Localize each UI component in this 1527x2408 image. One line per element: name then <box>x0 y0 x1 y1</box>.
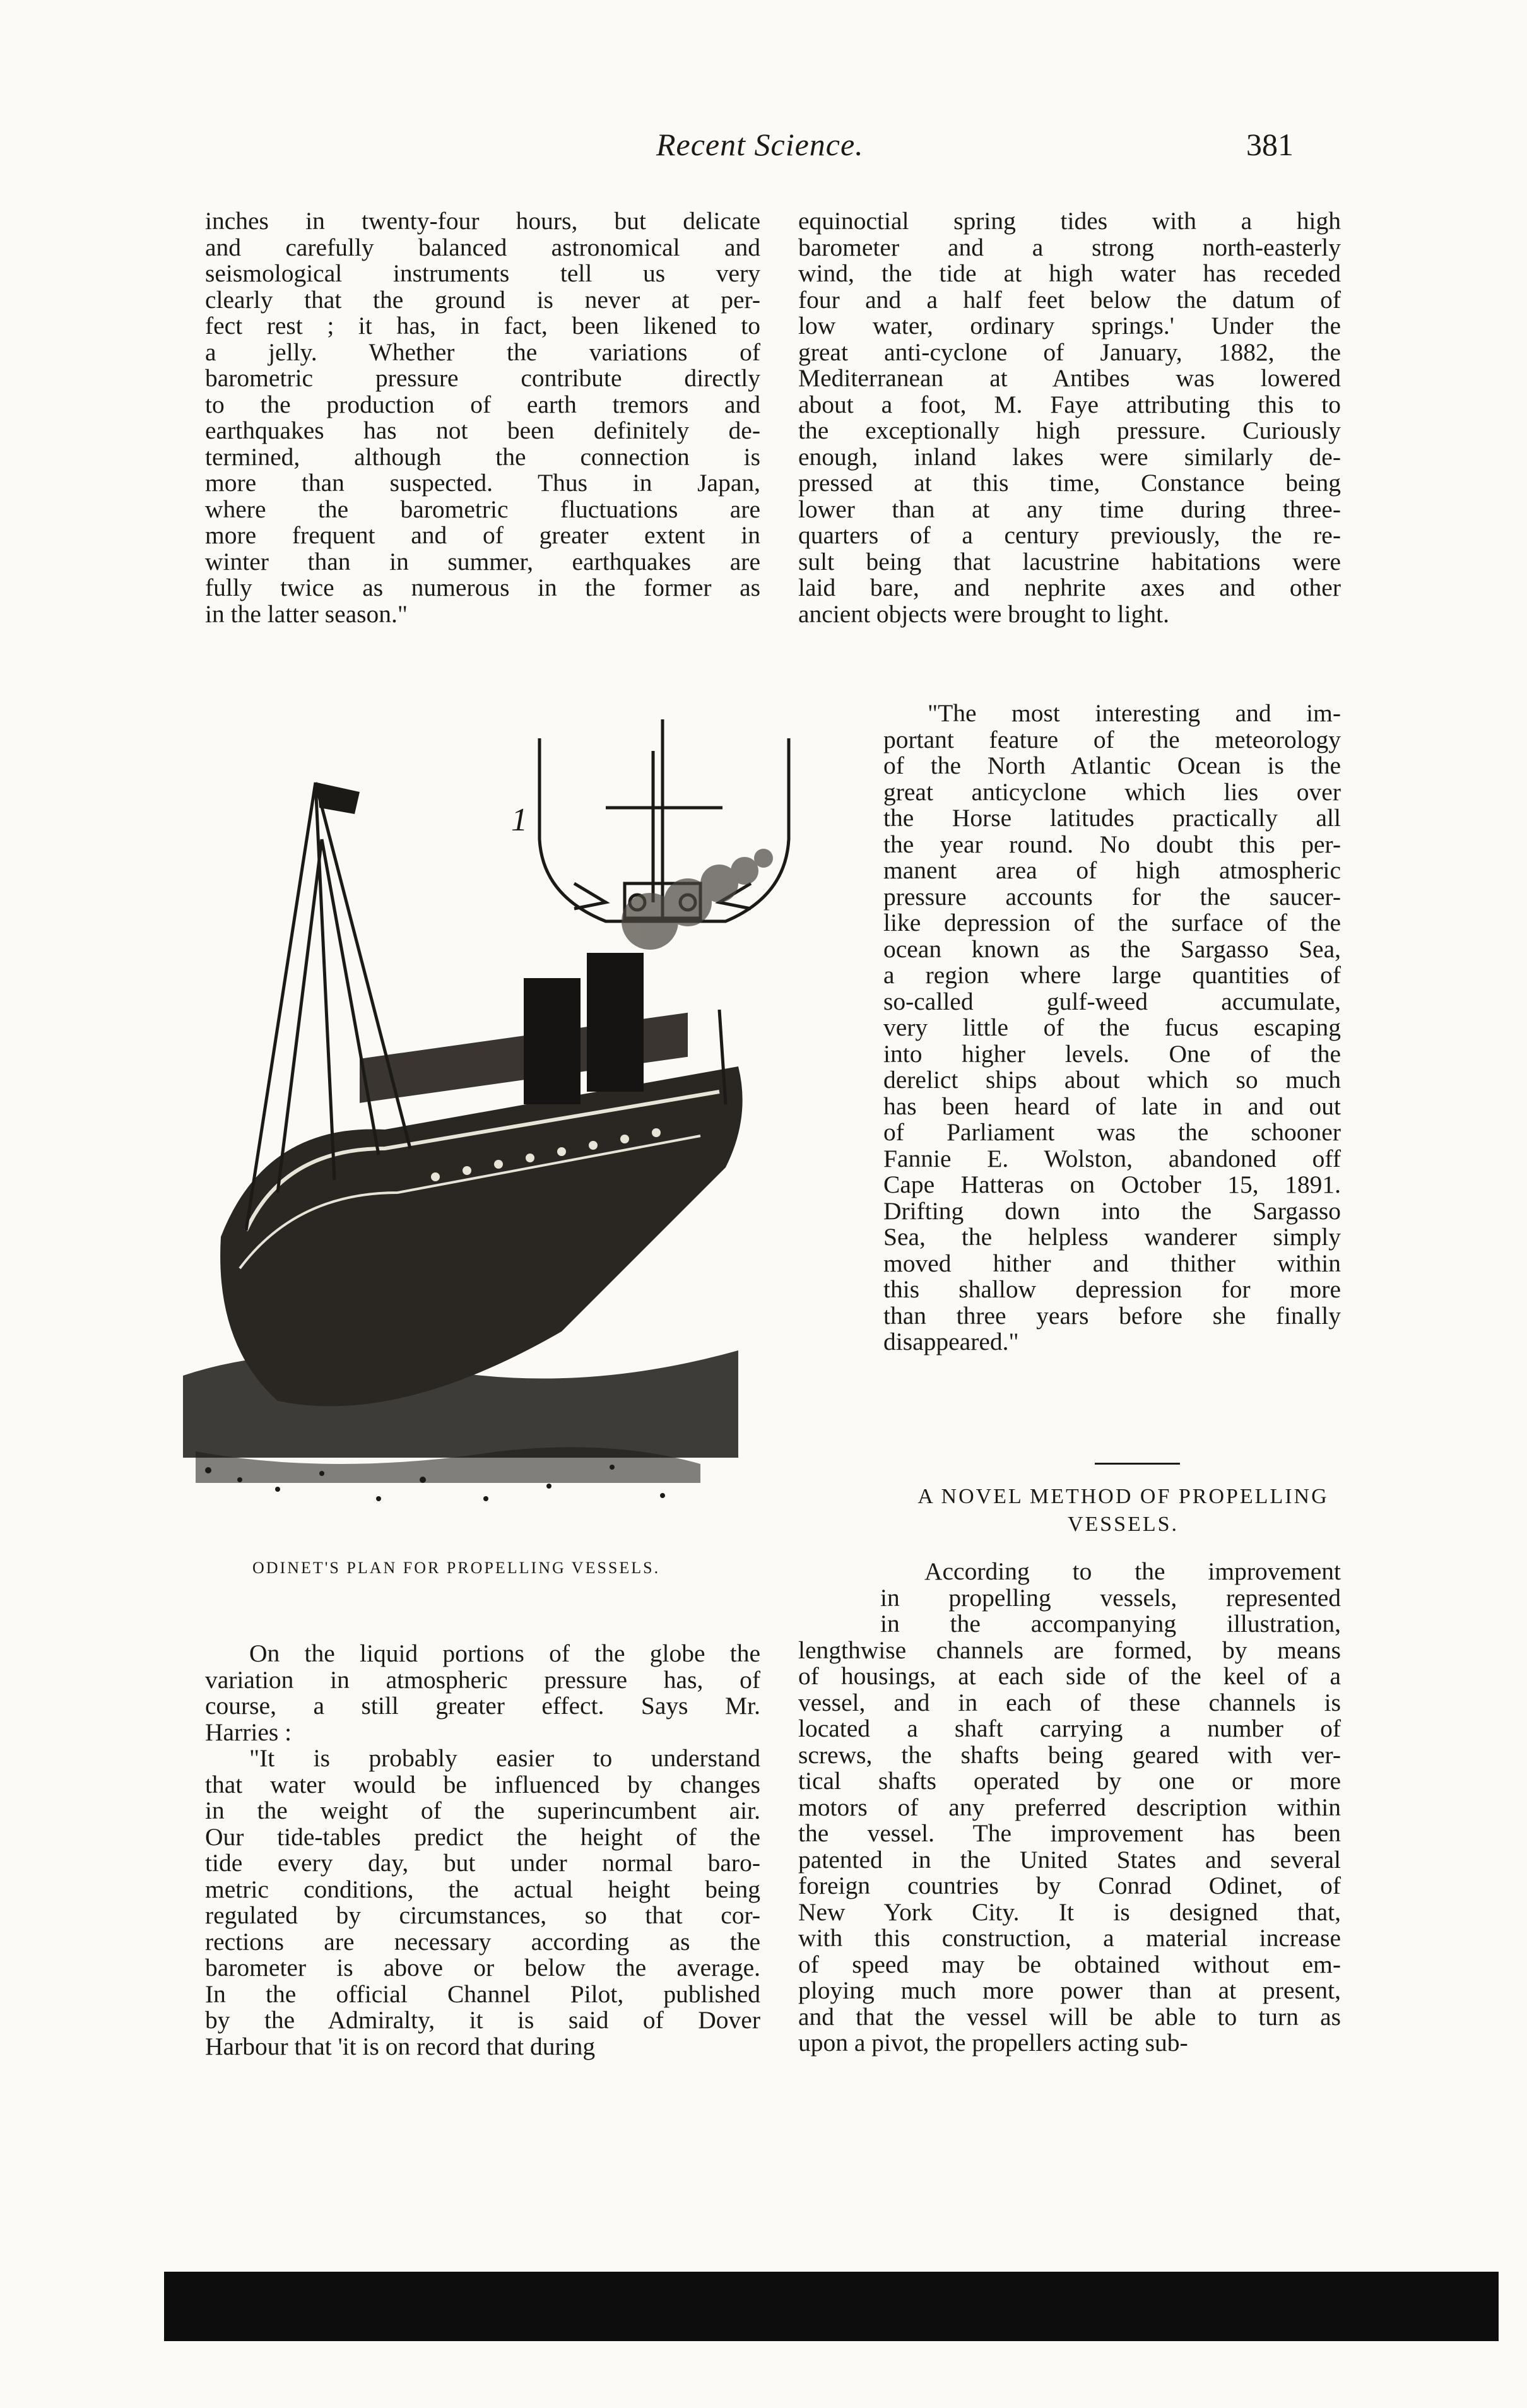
page-number: 381 <box>1246 127 1294 162</box>
right-mid-line: Fannie E. Wolston, abandoned off <box>883 1144 1341 1172</box>
right-mid-line: than three years before she finally <box>883 1301 1341 1330</box>
left-bottom-line: "It is probably easier to understand <box>249 1744 760 1772</box>
right-mid-line: of the North Atlantic Ocean is the <box>883 752 1341 779</box>
right-column-top <box>798 208 1341 627</box>
right-top-line: laid bare, and nephrite axes and other <box>798 574 1341 601</box>
right-bottom-line: of speed may be obtained without em- <box>798 1950 1341 1978</box>
right-bottom-line: screws, the shafts being geared with ver- <box>798 1740 1341 1769</box>
right-top-line: great anti-cyclone of January, 1882, the <box>798 338 1341 366</box>
left-bottom-line: On the liquid portions of the globe the <box>249 1639 760 1667</box>
section-heading <box>871 1483 1376 1538</box>
left-top-line: seismological instruments tell us very <box>205 259 760 287</box>
right-top-line: quarters of a century previously, the re- <box>798 521 1341 549</box>
left-bottom-line: regulated by circumstances, so that cor- <box>205 1901 760 1929</box>
right-bottom-line: upon a pivot, the propellers acting sub- <box>798 2029 1188 2057</box>
left-bottom-line: rections are necessary according as the <box>205 1927 760 1956</box>
hull-cross-section-diagram <box>539 719 789 921</box>
left-bottom-line: that water would be influenced by changes <box>205 1770 760 1798</box>
left-top-line: where the barometric fluctuations are <box>205 495 760 523</box>
left-bottom-line: course, a still greater effect. Says Mr. <box>205 1692 760 1720</box>
right-bottom-line: foreign countries by Conrad Odinet, of <box>798 1872 1341 1899</box>
left-top-line: earthquakes has not been definitely de- <box>205 416 760 444</box>
right-mid-line: "The most interesting and im- <box>928 699 1341 727</box>
left-bottom-line: tide every day, but under normal baro- <box>205 1849 760 1877</box>
right-mid-line: disappeared." <box>883 1328 1019 1355</box>
right-bottom-line: of housings, at each side of the keel of a <box>798 1662 1341 1690</box>
right-top-line: four and a half feet below the datum of <box>798 285 1341 314</box>
right-column-bottom <box>798 1559 1341 2057</box>
right-top-line: about a foot, M. Faye attributing this to <box>798 390 1341 418</box>
right-bottom-line: motors of any preferred description within <box>798 1793 1341 1821</box>
ship-superstructure <box>360 953 688 1104</box>
right-mid-line: pressure accounts for the saucer- <box>883 882 1341 911</box>
right-mid-line: this shallow depression for more <box>883 1275 1341 1303</box>
right-mid-line: portant feature of the meteorology <box>883 725 1341 753</box>
right-bottom-line: with this construction, a material increase <box>798 1924 1341 1952</box>
funnel-smoke <box>622 849 773 950</box>
right-top-line: pressed at this time, Constance being <box>798 469 1341 497</box>
right-bottom-line: lengthwise channels are formed, by means <box>798 1636 1341 1664</box>
right-top-line: lower than at any time during three- <box>798 495 1341 523</box>
section-heading-line-1: A NOVEL METHOD OF PROPELLING <box>917 1485 1329 1508</box>
left-top-line: and carefully balanced astronomical and <box>205 233 760 261</box>
right-bottom-line: in the accompanying illustration, <box>880 1610 1341 1638</box>
right-top-line: equinoctial spring tides with a high <box>798 207 1341 235</box>
section-heading-line-2: VESSELS. <box>1067 1513 1179 1536</box>
right-mid-line: the year round. No doubt this per- <box>883 830 1341 858</box>
right-bottom-line: According to the improvement <box>924 1557 1341 1585</box>
right-mid-line: has been heard of late in and out <box>883 1092 1341 1120</box>
left-bottom-line: barometer is above or below the average. <box>205 1954 760 1981</box>
right-top-line: ancient objects were brought to light. <box>798 599 1169 628</box>
right-top-line: the exceptionally high pressure. Curiously <box>798 416 1341 444</box>
left-top-line: more than suspected. Thus in Japan, <box>205 469 760 497</box>
left-top-line: winter than in summer, earthquakes are <box>205 547 760 575</box>
right-mid-line: a region where large quantities of <box>883 961 1341 989</box>
left-column-top <box>205 208 760 627</box>
left-top-line: more frequent and of greater extent in <box>205 521 760 549</box>
right-mid-line: moved hither and thither within <box>883 1249 1341 1277</box>
left-bottom-line: variation in atmospheric pressure has, of <box>205 1665 760 1694</box>
right-mid-line: ocean known as the Sargasso Sea, <box>883 935 1341 963</box>
left-top-line: fect rest ; it has, in fact, been likened to <box>205 312 760 339</box>
running-header-title: Recent Science. <box>656 127 864 162</box>
right-top-line: Mediterranean at Antibes was lowered <box>798 364 1341 392</box>
right-mid-line: derelict ships about which so much <box>883 1066 1341 1094</box>
right-bottom-line: ploying much more power than at present, <box>798 1976 1341 2004</box>
left-bottom-line: Our tide-tables predict the height of the <box>205 1822 760 1851</box>
left-top-line: to the production of earth tremors and <box>205 390 760 418</box>
right-bottom-line: New York City. It is designed that, <box>798 1897 1341 1926</box>
right-mid-line: like depression of the surface of the <box>883 909 1341 936</box>
right-mid-line: Sea, the helpless wanderer simply <box>883 1223 1341 1251</box>
figure-number: 1 <box>511 802 528 838</box>
right-bottom-line: and that the vessel will be able to turn as <box>798 2002 1341 2031</box>
right-mid-line: manent area of high atmospheric <box>883 856 1341 884</box>
left-bottom-line: metric conditions, the actual height being <box>205 1875 760 1903</box>
left-bottom-line: by the Admiralty, it is said of Dover <box>205 2006 760 2034</box>
right-top-line: enough, inland lakes were similarly de- <box>798 442 1341 471</box>
left-bottom-line: Harries : <box>205 1718 292 1746</box>
left-bottom-line: Harbour that 'it is on record that during <box>205 2032 596 2060</box>
ship-hull <box>220 1066 743 1406</box>
right-top-line: low water, ordinary springs.' Under the <box>798 312 1341 339</box>
left-top-line: fully twice as numerous in the former as <box>205 574 760 601</box>
left-bottom-line: In the official Channel Pilot, published <box>205 1980 760 2008</box>
right-mid-line: very little of the fucus escaping <box>883 1013 1341 1041</box>
left-top-line: barometric pressure contribute directly <box>205 364 760 392</box>
right-mid-line: Drifting down into the Sargasso <box>883 1196 1341 1225</box>
right-top-line: barometer and a strong north-easterly <box>798 233 1341 261</box>
left-top-line: termined, although the connection is <box>205 442 760 471</box>
right-column-middle <box>883 700 1341 1355</box>
scan-edge-bar <box>164 2272 1499 2341</box>
right-bottom-line: patented in the United States and several <box>798 1845 1341 1874</box>
right-top-line: wind, the tide at high water has receded <box>798 259 1341 287</box>
right-bottom-line: vessel, and in each of these channels is <box>798 1688 1341 1716</box>
right-bottom-line: tical shafts operated by one or more <box>798 1767 1341 1795</box>
right-mid-line: so-called gulf-weed accumulate, <box>883 987 1341 1015</box>
figure-caption: ODINET'S PLAN FOR PROPELLING VESSELS. <box>252 1559 661 1577</box>
ship-illustration <box>170 713 839 1540</box>
left-top-line: inches in twenty-four hours, but delicate <box>205 207 760 235</box>
right-mid-line: the Horse latitudes practically all <box>883 804 1341 832</box>
right-bottom-line: located a shaft carrying a number of <box>798 1715 1341 1742</box>
right-mid-line: Cape Hatteras on October 15, 1891. <box>883 1171 1341 1198</box>
section-divider <box>1095 1463 1180 1465</box>
left-column-bottom <box>205 1641 760 2060</box>
right-mid-line: of Parliament was the schooner <box>883 1118 1341 1146</box>
right-bottom-line: the vessel. The improvement has been <box>798 1819 1341 1847</box>
right-top-line: sult being that lacustrine habitations were <box>798 547 1341 575</box>
right-bottom-line: in propelling vessels, represented <box>880 1583 1341 1612</box>
left-top-line: in the latter season." <box>205 599 408 628</box>
left-bottom-line: in the weight of the superincumbent air. <box>205 1797 760 1824</box>
right-mid-line: great anticyclone which lies over <box>883 777 1341 806</box>
left-top-line: a jelly. Whether the variations of <box>205 338 760 366</box>
right-mid-line: into higher levels. One of the <box>883 1039 1341 1068</box>
left-top-line: clearly that the ground is never at per- <box>205 285 760 314</box>
